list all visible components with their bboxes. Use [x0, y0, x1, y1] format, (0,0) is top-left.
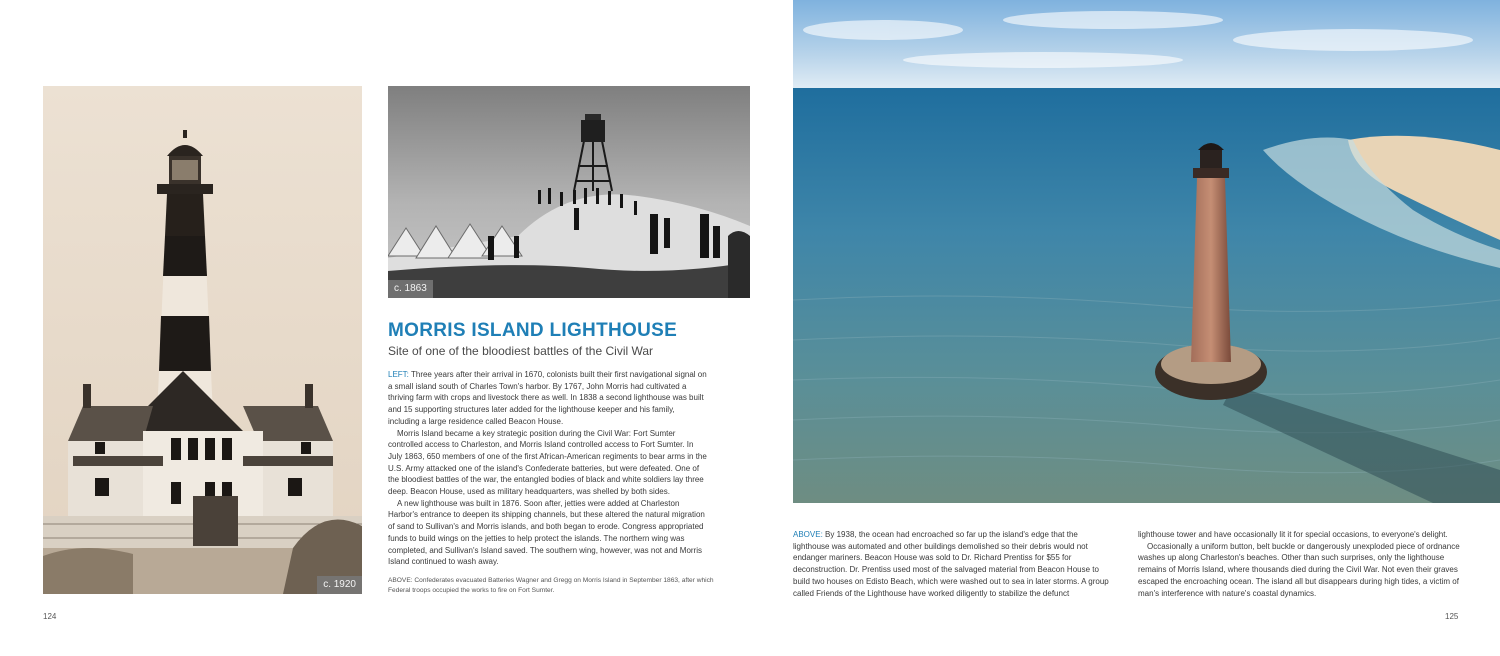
body-paragraph: A new lighthouse was built in 1876. Soon after, jetties were added at Charleston Harbor's entrance to deepen its shipping channels, but these altered the natural migration of sand to Sullivan's and Morris islands, and both began to erode. Congress appropriated funds to build wings on the jetties to help protect the islands. The northern wing was completed, and Sullivan's Island saved. The southern wing, however, was not and Morris Island continued to wash away. [388, 498, 705, 567]
body-paragraph: lighthouse tower and have occasionally lit it for special occasions, to everyone's delight. [1138, 530, 1448, 539]
photo-caption: ABOVE: Confederates evacuated Batteries Wagner and Gregg on Morris Island in September 1863, after which Federal troops occupied the works to fire on Fort Sumter. [388, 577, 714, 594]
caption-lead: ABOVE: [793, 530, 823, 539]
article-body-right-col1 [793, 529, 1113, 599]
article-body-left [388, 369, 708, 568]
caption-lead: LEFT: [388, 370, 409, 379]
body-paragraph: Occasionally a uniform button, belt buckle or dangerously unexploded piece of ordnance washes up along Charleston's beaches. Other than such surprises, only the lighthouse remains of Morris Island, where thousands died during the Civil War. Not even their graves escaped the encroaching ocean. The island all but disappears during high tides, a victim of man's interference with nature's coastal dynamics. [1138, 541, 1460, 598]
article-title: MORRIS ISLAND LIGHTHOUSE [388, 320, 678, 341]
body-text: By 1938, the ocean had encroached so far up the island's edge that the lighthouse was automated and other buildings demolished so their debris would not endanger mariners. Beacon House was sold to Dr. Richard Prentiss for $55 for deconstruction. Dr. Prentiss used most of the salvaged material from Beacon House to build two houses on Edisto Beach, which were washed out to sea in later storms. A group called Friends of the Lighthouse have worked diligently to stabilize the defunct [793, 530, 1109, 598]
article-body-right-col2 [1138, 529, 1462, 599]
page-number-right: 125 [1445, 612, 1459, 621]
body-text: Three years after their arrival in 1670, colonists built their first navigational signal on a small island south of Charles Town's harbor. By 1767, John Morris had cultivated a thriving farm with crops and livestock there as well. In 1838 a second lighthouse was built and 15 supporting structures later added for the lighthouse keeper and his family, including a large residence called Beacon House. [388, 370, 707, 426]
aerial-lighthouse-illustration [793, 0, 1500, 503]
page-number-left: 124 [43, 612, 57, 621]
battery-1863-illustration [388, 86, 750, 298]
body-paragraph: Morris Island became a key strategic position during the Civil War: Fort Sumter controlled access to Charleston, and Morris Island controlled access to Fort Sumter. In July 1863, 650 members of one of the first African-American regiments to bear arms in the U.S. Army attacked one of the island's Confederate batteries, but were defeated. One of the bloodiest battles of the war, the entangled bodies of black and white soldiers lay three deep. Beacon House, used as military headquarters, was shelled by both sides. [388, 428, 707, 497]
body-paragraph [793, 529, 1113, 599]
lighthouse-1920-illustration [43, 86, 362, 594]
battery-1863-photo [388, 86, 750, 298]
aerial-lighthouse-photo [793, 0, 1500, 503]
photo-date-tag: c. 1920 [317, 576, 362, 594]
body-paragraph [388, 369, 708, 428]
photo-date-tag: c. 1863 [388, 280, 433, 298]
lighthouse-1920-photo [43, 86, 362, 594]
article-subtitle: Site of one of the bloodiest battles of the Civil War [388, 344, 654, 358]
